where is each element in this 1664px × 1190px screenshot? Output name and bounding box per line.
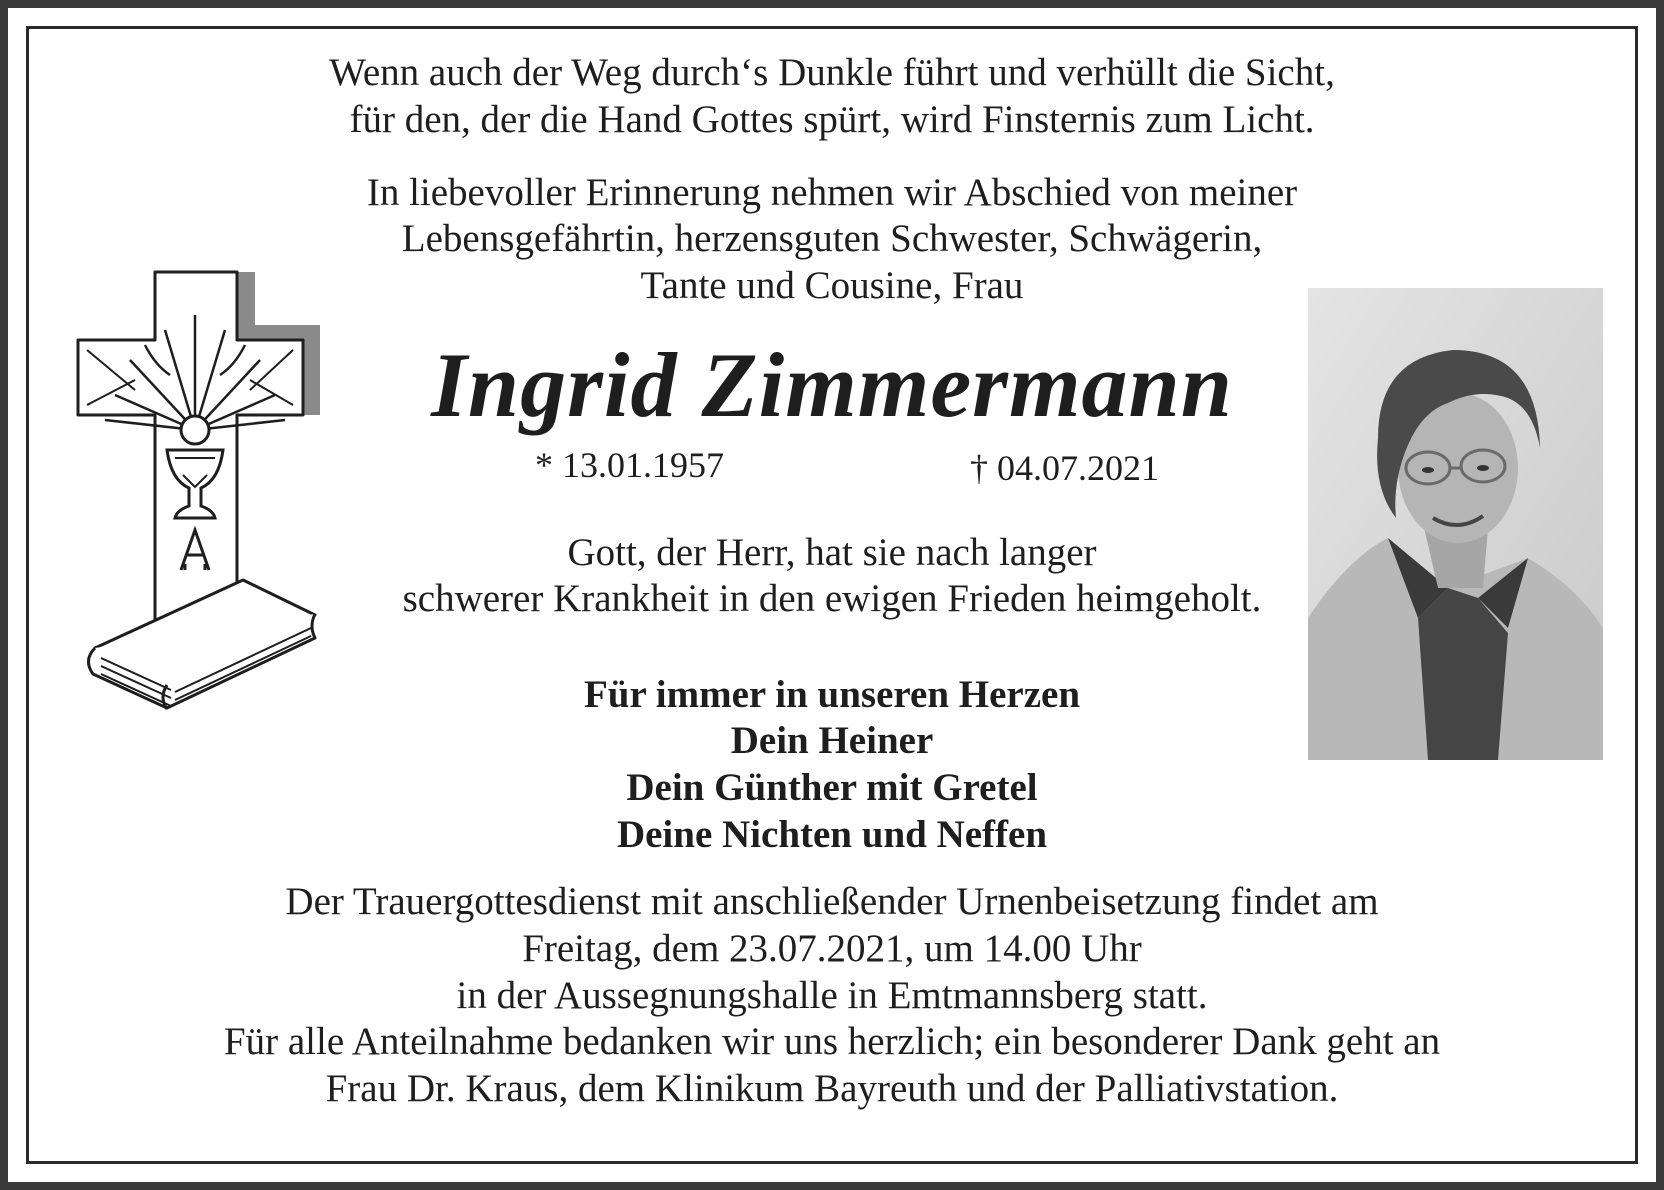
intro-line-1: In liebevoller Erinnerung nehmen wir Abschied von meiner <box>366 171 1298 214</box>
service-line-1: Der Trauergottesdienst mit anschließender Urnenbeisetzung findet am <box>285 880 1379 923</box>
cross-with-chalice-and-bible-icon <box>75 270 345 750</box>
service-line-4: Für alle Anteilnahme bedanken wir uns herzlich; ein besonderer Dank geht an <box>223 1020 1441 1063</box>
intro-line-2: Lebensgefährtin, herzensguten Schwester, Schwägerin, <box>401 217 1263 260</box>
service-line-2: Freitag, dem 23.07.2021, um 14.00 Uhr <box>522 927 1142 970</box>
intro-line-3: Tante und Cousine, Frau <box>640 264 1024 307</box>
mourners-line-4: Deine Nichten und Neffen <box>616 813 1048 856</box>
verse-line-2: für den, der die Hand Gottes spürt, wird Finsternis zum Licht. <box>349 98 1315 141</box>
service-line-5: Frau Dr. Kraus, dem Klinikum Bayreuth und der Palliativstation. <box>325 1067 1339 1110</box>
portrait-photo <box>1308 288 1603 760</box>
death-date: † 04.07.2021 <box>970 448 1159 488</box>
mourners-line-1: Für immer in unseren Herzen <box>583 673 1081 716</box>
birth-date: * 13.01.1957 <box>535 445 724 485</box>
verse-line-1: Wenn auch der Weg durch‘s Dunkle führt und verhüllt die Sicht, <box>329 51 1335 94</box>
service-line-3: in der Aussegnungshalle in Emtmannsberg statt. <box>456 974 1208 1017</box>
mourners-line-2: Dein Heiner <box>730 719 934 762</box>
message-line-1: Gott, der Herr, hat sie nach langer <box>567 531 1097 574</box>
mourners-line-3: Dein Günther mit Gretel <box>626 766 1038 809</box>
deceased-name: Ingrid Zimmermann <box>431 334 1233 436</box>
message-line-2: schwerer Krankheit in den ewigen Frieden heimgeholt. <box>402 577 1262 620</box>
